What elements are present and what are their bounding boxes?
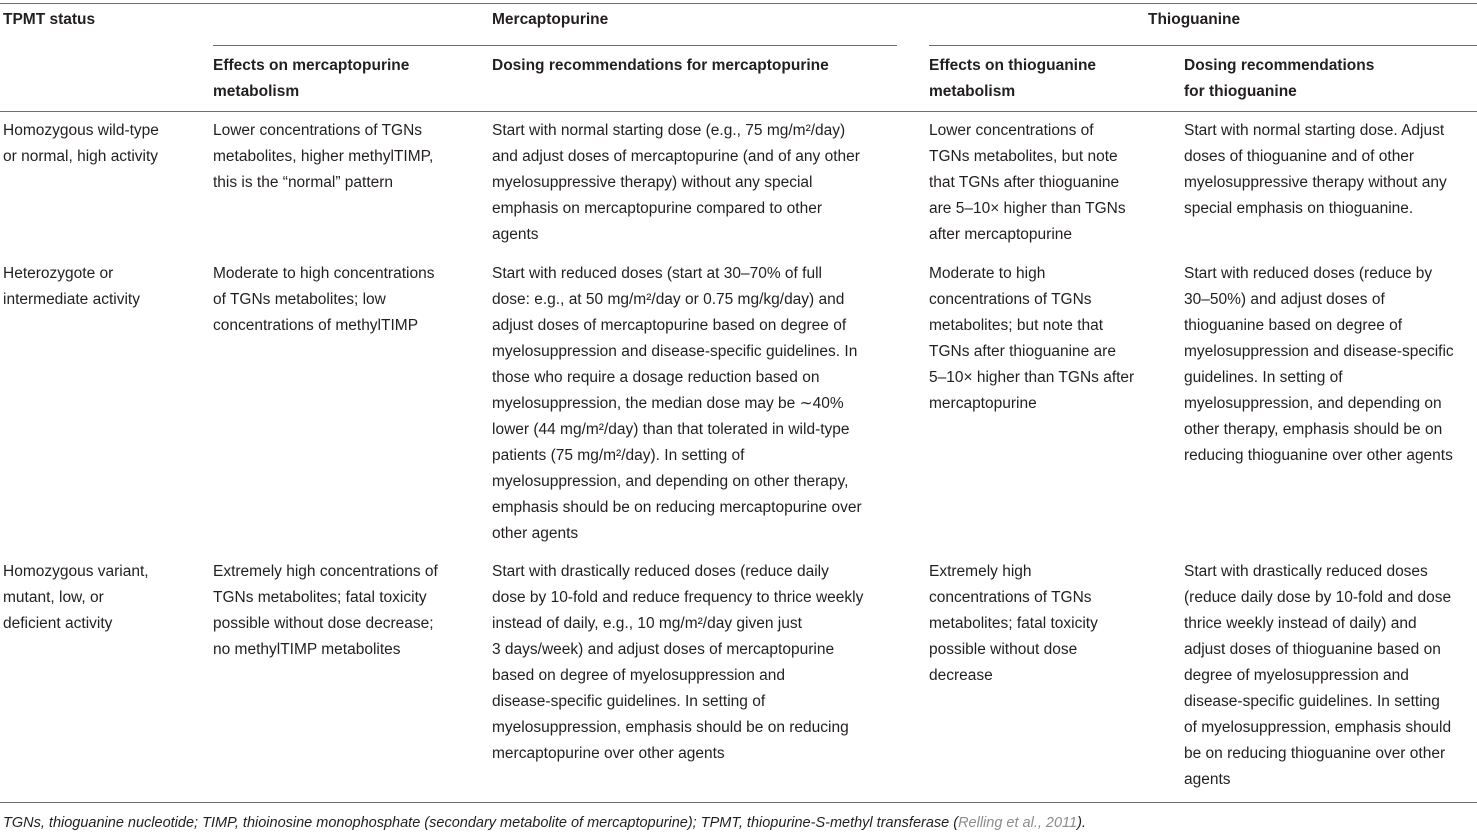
header-line: Effects on mercaptopurine xyxy=(213,57,410,74)
footnote-end: ). xyxy=(1077,815,1086,831)
cell-line: Lower concentrations of xyxy=(929,122,1094,139)
cell-line: myelosuppression and disease-specific xyxy=(1184,343,1454,360)
cell-line: degree of myelosuppression and xyxy=(1184,667,1409,684)
cell-line: dose by 10-fold and reduce frequency to thrice weekly xyxy=(492,589,864,606)
cell-line: after mercaptopurine xyxy=(929,226,1073,243)
cell-line: of myelosuppression, emphasis should xyxy=(1184,719,1452,736)
cell-line: concentrations of methylTIMP xyxy=(213,317,419,334)
cell-line: based on degree of myelosuppression and xyxy=(492,667,785,684)
cell-line: or normal, high activity xyxy=(3,148,159,165)
row-1-status xyxy=(3,118,159,170)
cell-line: agents xyxy=(1184,771,1231,788)
merc-dosing-header xyxy=(492,53,829,79)
cell-line: those who require a dosage reduction based on xyxy=(492,369,820,386)
cell-line: be on reducing thioguanine over other xyxy=(1184,745,1446,762)
cell-line: special emphasis on thioguanine. xyxy=(1184,200,1414,217)
cell-line: metabolites; but note that xyxy=(929,317,1104,334)
cell-line: reducing thioguanine over other agents xyxy=(1184,447,1453,464)
cell-line: myelosuppression and disease-specific guidelines. In xyxy=(492,343,858,360)
cell-line: other agents xyxy=(492,525,579,542)
cell-line: no methylTIMP metabolites xyxy=(213,641,401,658)
cell-line: TGNs metabolites; fatal toxicity xyxy=(213,589,427,606)
cell-line: possible without dose xyxy=(929,641,1078,658)
cell-line: Homozygous variant, xyxy=(3,563,149,580)
row-2-status xyxy=(3,261,140,313)
cell-line: 3 days/week) and adjust doses of mercaptopurine xyxy=(492,641,835,658)
cell-line: disease-specific guidelines. In setting xyxy=(1184,693,1440,710)
reference-link[interactable]: Relling et al., 2011 xyxy=(958,815,1078,831)
cell-line: Moderate to high concentrations xyxy=(213,265,435,282)
cell-line: that TGNs after thioguanine xyxy=(929,174,1120,191)
row-1-merc-dosing xyxy=(492,118,860,248)
thioguanine-header xyxy=(1148,7,1240,33)
row-3-thio-dosing xyxy=(1184,559,1451,793)
header-line: Effects on thioguanine xyxy=(929,57,1097,74)
cell-line: 30–50%) and adjust doses of xyxy=(1184,291,1385,308)
cell-line: mercaptopurine xyxy=(929,395,1037,412)
table-bottom-rule xyxy=(0,802,1477,803)
footnote-text: TGNs, thioguanine nucleotide; TIMP, thioinosine monophosphate (secondary metabolite of mercaptopurine); TPMT, thiopurine-S-methyl transferase ( xyxy=(3,815,959,831)
cell-line: (reduce daily dose by 10-fold and dose xyxy=(1184,589,1452,606)
cell-line: myelosuppressive therapy without any xyxy=(1184,174,1447,191)
row-1-merc-effects xyxy=(213,118,433,196)
cell-line: Start with normal starting dose (e.g., 75 mg/m²/day) xyxy=(492,122,846,139)
row-3-merc-effects xyxy=(213,559,438,663)
thio-effects-header xyxy=(929,53,1096,105)
cell-line: myelosuppressive therapy) without any special xyxy=(492,174,813,191)
cell-line: lower (44 mg/m²/day) than that tolerated in wild-type xyxy=(492,421,850,438)
row-2-thio-effects xyxy=(929,261,1134,417)
row-2-thio-dosing xyxy=(1184,261,1454,469)
cell-line: decrease xyxy=(929,667,993,684)
cell-line: myelosuppression, and depending on other therapy, xyxy=(492,473,849,490)
header-text: Mercaptopurine xyxy=(492,11,609,28)
cell-line: mercaptopurine over other agents xyxy=(492,745,725,762)
row-2-merc-dosing xyxy=(492,261,862,547)
cell-line: patients (75 mg/m²/day). In setting of xyxy=(492,447,745,464)
cell-line: Start with normal starting dose. Adjust xyxy=(1184,122,1445,139)
tpmt-status-header xyxy=(3,7,95,33)
header-line: metabolism xyxy=(929,83,1016,100)
cell-line: thioguanine based on degree of xyxy=(1184,317,1403,334)
cell-line: Extremely high xyxy=(929,563,1032,580)
cell-line: doses of thioguanine and of other xyxy=(1184,148,1415,165)
cell-line: metabolites, higher methylTIMP, xyxy=(213,148,434,165)
cell-line: guidelines. In setting of xyxy=(1184,369,1343,386)
header-line: Dosing recommendations for mercaptopurine xyxy=(492,57,829,74)
cell-line: disease-specific guidelines. In setting of xyxy=(492,693,766,710)
cell-line: myelosuppression, the median dose may be ∼40% xyxy=(492,395,844,412)
header-text: TPMT status xyxy=(3,11,96,28)
thioguanine-span-rule xyxy=(929,45,1477,46)
cell-line: emphasis on mercaptopurine compared to other xyxy=(492,200,822,217)
row-1-thio-effects xyxy=(929,118,1126,248)
mercaptopurine-header xyxy=(492,7,608,33)
row-1-thio-dosing xyxy=(1184,118,1447,222)
header-line: for thioguanine xyxy=(1184,83,1297,100)
cell-line: Heterozygote or xyxy=(3,265,114,282)
cell-line: intermediate activity xyxy=(3,291,140,308)
cell-line: Start with reduced doses (reduce by xyxy=(1184,265,1433,282)
table-top-rule xyxy=(0,3,1477,4)
cell-line: this is the “normal” pattern xyxy=(213,174,394,191)
header-text: Thioguanine xyxy=(1148,11,1241,28)
cell-line: are 5–10× higher than TGNs xyxy=(929,200,1126,217)
cell-line: Start with reduced doses (start at 30–70% of full xyxy=(492,265,822,282)
cell-line: emphasis should be on reducing mercaptopurine over xyxy=(492,499,862,516)
cell-line: and adjust doses of mercaptopurine (and of any other xyxy=(492,148,860,165)
table-footnote xyxy=(3,815,1086,831)
cell-line: Lower concentrations of TGNs xyxy=(213,122,423,139)
thio-dosing-header xyxy=(1184,53,1374,105)
cell-line: myelosuppression, emphasis should be on reducing xyxy=(492,719,849,736)
cell-line: metabolites; fatal toxicity xyxy=(929,615,1098,632)
row-3-status xyxy=(3,559,149,637)
cell-line: TGNs after thioguanine are xyxy=(929,343,1116,360)
cell-line: adjust doses of mercaptopurine based on degree of xyxy=(492,317,847,334)
cell-line: other therapy, emphasis should be on xyxy=(1184,421,1443,438)
row-3-merc-dosing xyxy=(492,559,863,767)
cell-line: mutant, low, or xyxy=(3,589,104,606)
cell-line: 5–10× higher than TGNs after xyxy=(929,369,1135,386)
header-line: Dosing recommendations xyxy=(1184,57,1375,74)
cell-line: concentrations of TGNs xyxy=(929,589,1092,606)
cell-line: agents xyxy=(492,226,539,243)
cell-line: instead of daily, e.g., 10 mg/m²/day given just xyxy=(492,615,802,632)
header-bottom-rule xyxy=(0,111,1477,112)
cell-line: deficient activity xyxy=(3,615,113,632)
cell-line: Start with drastically reduced doses xyxy=(1184,563,1428,580)
cell-line: TGNs metabolites, but note xyxy=(929,148,1118,165)
cell-line: Moderate to high xyxy=(929,265,1046,282)
row-2-merc-effects xyxy=(213,261,434,339)
cell-line: Extremely high concentrations of xyxy=(213,563,438,580)
header-line: metabolism xyxy=(213,83,300,100)
cell-line: possible without dose decrease; xyxy=(213,615,434,632)
merc-effects-header xyxy=(213,53,409,105)
cell-line: myelosuppression, and depending on xyxy=(1184,395,1442,412)
mercaptopurine-span-rule xyxy=(213,45,897,46)
cell-line: of TGNs metabolites; low xyxy=(213,291,386,308)
cell-line: Start with drastically reduced doses (reduce daily xyxy=(492,563,829,580)
cell-line: thrice weekly instead of daily) and xyxy=(1184,615,1417,632)
cell-line: adjust doses of thioguanine based on xyxy=(1184,641,1441,658)
cell-line: Homozygous wild-type xyxy=(3,122,159,139)
cell-line: concentrations of TGNs xyxy=(929,291,1092,308)
row-3-thio-effects xyxy=(929,559,1098,689)
cell-line: dose: e.g., at 50 mg/m²/day or 0.75 mg/kg/day) and xyxy=(492,291,845,308)
